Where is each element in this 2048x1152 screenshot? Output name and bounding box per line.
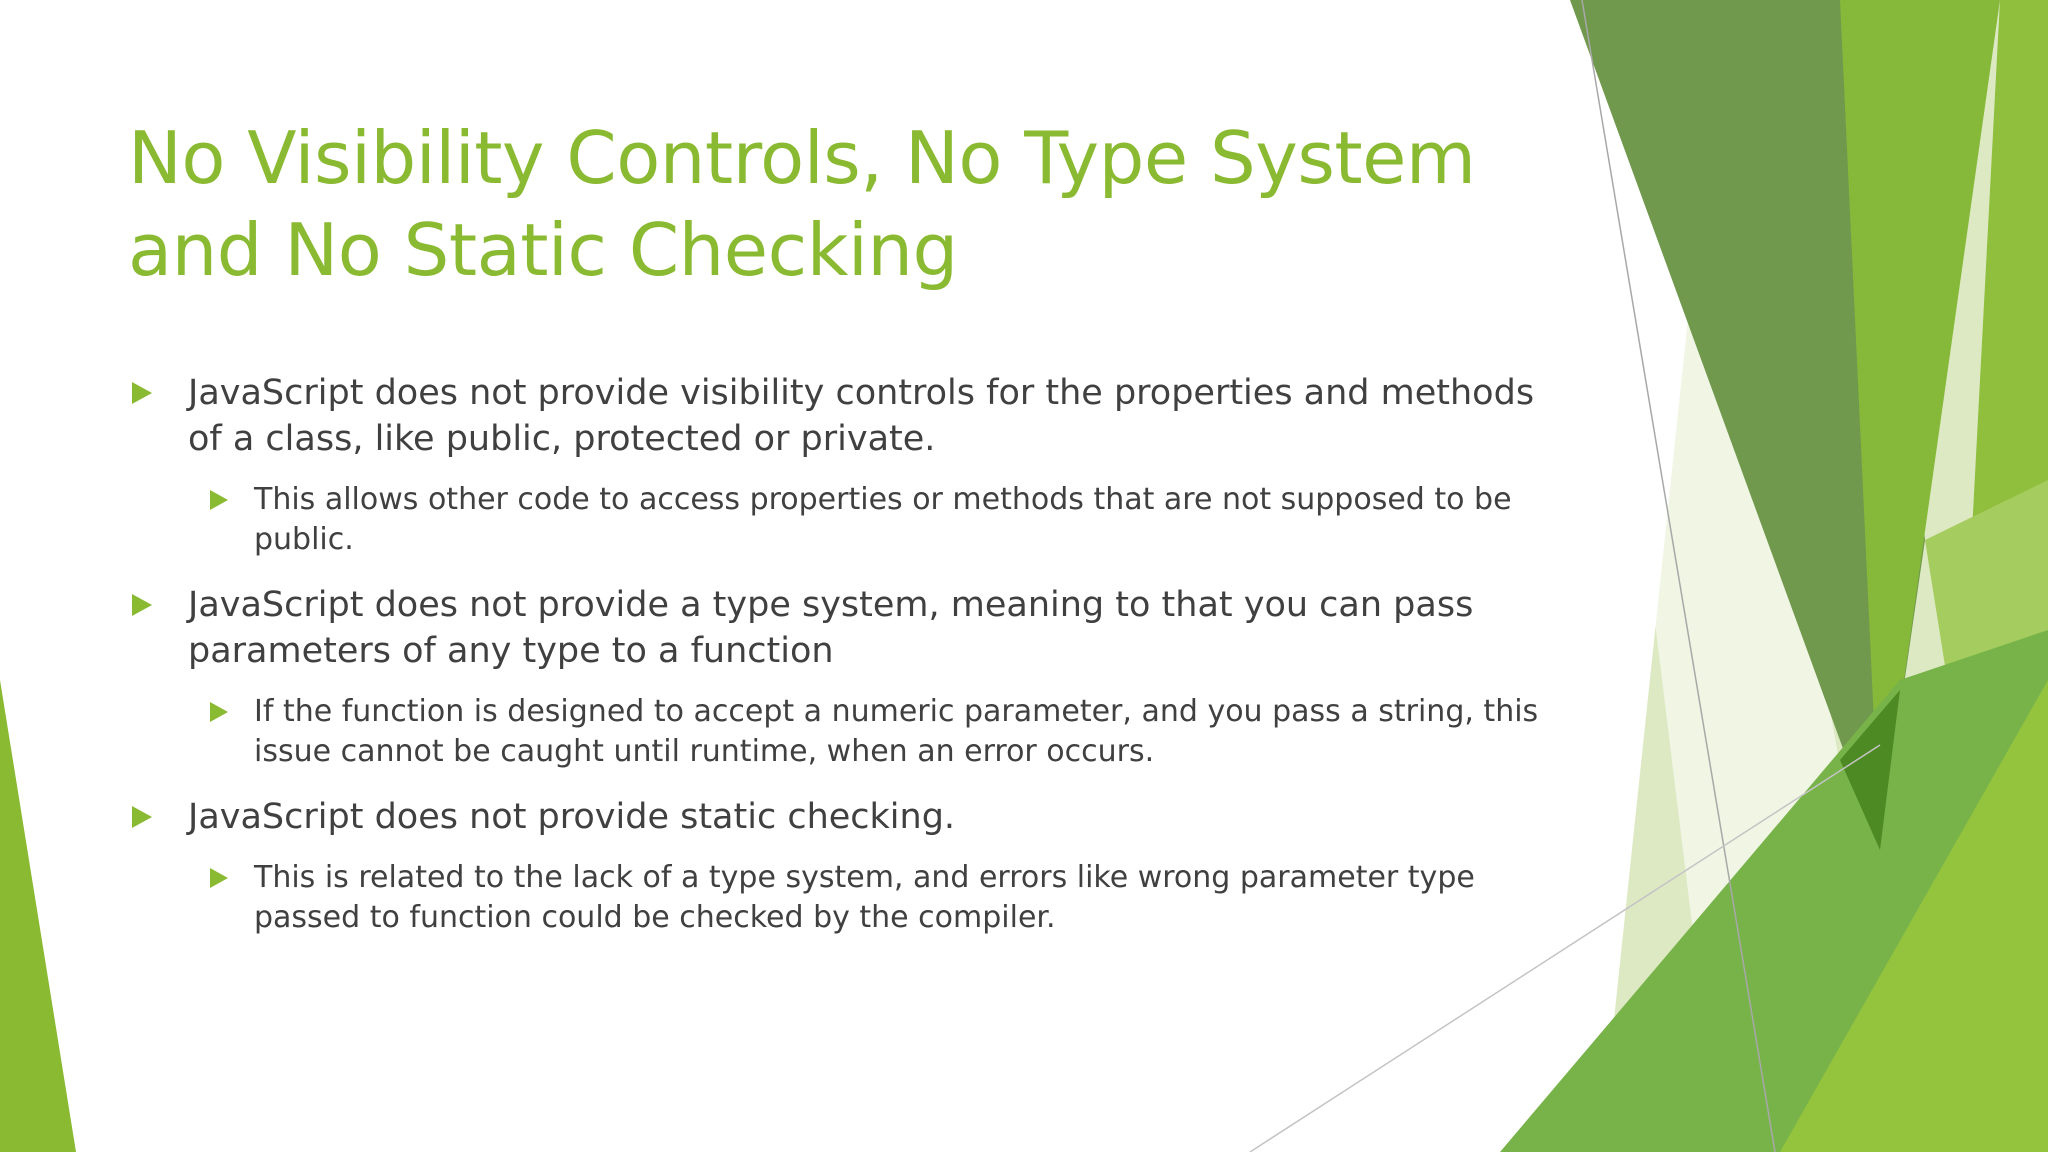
bullet-text: JavaScript does not provide visibility controls for the properties and methods of a class, like public, protected or private.: [188, 373, 1535, 459]
bullet-list: [128, 370, 1548, 960]
sub-bullet-arrow-icon: [210, 868, 228, 888]
bullet-item-3: [128, 794, 1548, 840]
bullet-item-2: [128, 582, 1548, 674]
bullet-item-1: [128, 370, 1548, 462]
bullet-arrow-icon: [132, 806, 152, 828]
slide-title-line-1: No Visibility Controls, No Type System: [128, 116, 1476, 200]
sub-bullet-text: This is related to the lack of a type system, and errors like wrong parameter type passed to function could be checked by the compiler.: [254, 860, 1475, 935]
slide-title-line-2: and No Static Checking: [128, 208, 958, 292]
slide-title: [128, 112, 1528, 296]
sub-bullet-item-2: [128, 692, 1548, 772]
sub-bullet-arrow-icon: [210, 702, 228, 722]
bullet-text: JavaScript does not provide a type system, meaning to that you can pass parameters of any type to a function: [188, 585, 1474, 671]
sub-bullet-arrow-icon: [210, 490, 228, 510]
sub-bullet-text: This allows other code to access properties or methods that are not supposed to be public.: [254, 482, 1512, 557]
bullet-text: JavaScript does not provide static checking.: [188, 797, 956, 837]
sub-bullet-item-1: [128, 480, 1548, 560]
bullet-arrow-icon: [132, 382, 152, 404]
bullet-arrow-icon: [132, 594, 152, 616]
sub-bullet-item-3: [128, 858, 1548, 938]
sub-bullet-text: If the function is designed to accept a numeric parameter, and you pass a string, this issue cannot be caught until runtime, when an error occurs.: [254, 694, 1539, 769]
left-edge-shape: [0, 680, 76, 1152]
